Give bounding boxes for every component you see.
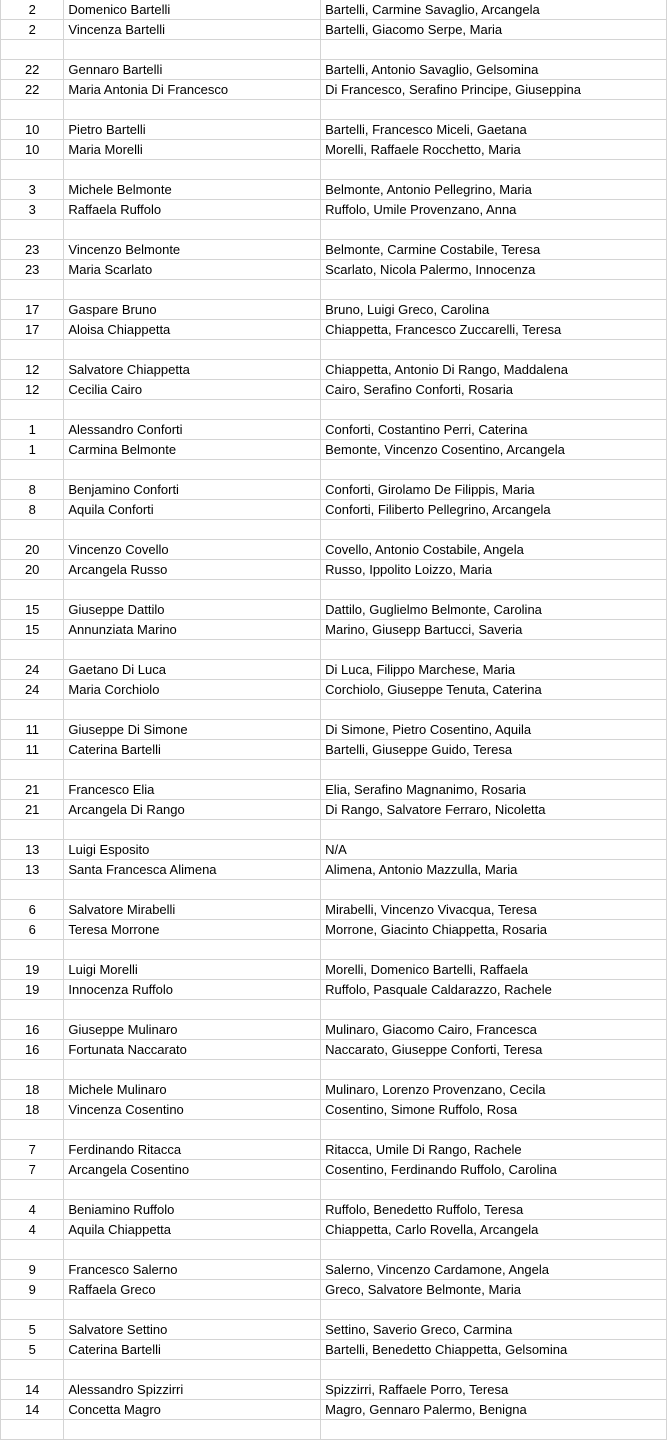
row-number-cell[interactable]: 20 [1, 540, 64, 560]
parents-cell[interactable] [321, 280, 667, 300]
person-name-cell[interactable] [64, 1360, 321, 1380]
parents-cell[interactable]: Bartelli, Giacomo Serpe, Maria [321, 20, 667, 40]
row-number-cell[interactable] [1, 940, 64, 960]
person-name-cell[interactable]: Fortunata Naccarato [64, 1040, 321, 1060]
row-number-cell[interactable]: 9 [1, 1280, 64, 1300]
person-name-cell[interactable]: Caterina Bartelli [64, 740, 321, 760]
person-name-cell[interactable]: Francesco Elia [64, 780, 321, 800]
person-name-cell[interactable]: Luigi Esposito [64, 840, 321, 860]
table-row [1, 1040, 667, 1060]
parents-cell[interactable]: Ritacca, Umile Di Rango, Rachele [321, 1140, 667, 1160]
parents-cell[interactable] [321, 100, 667, 120]
blank-row [1, 1300, 667, 1320]
table-row [1, 80, 667, 100]
person-name-cell[interactable]: Michele Belmonte [64, 180, 321, 200]
parents-cell[interactable] [321, 1360, 667, 1380]
blank-row [1, 160, 667, 180]
row-number-cell[interactable]: 8 [1, 480, 64, 500]
parents-cell[interactable]: Bartelli, Antonio Savaglio, Gelsomina [321, 60, 667, 80]
parents-cell[interactable]: Conforti, Girolamo De Filippis, Maria [321, 480, 667, 500]
person-name-cell[interactable]: Maria Corchiolo [64, 680, 321, 700]
row-number-cell[interactable]: 21 [1, 800, 64, 820]
table-row [1, 240, 667, 260]
row-number-cell[interactable]: 23 [1, 260, 64, 280]
person-name-cell[interactable] [64, 1420, 321, 1440]
row-number-cell[interactable]: 1 [1, 440, 64, 460]
person-name-cell[interactable]: Santa Francesca Alimena [64, 860, 321, 880]
parents-cell[interactable]: Morrone, Giacinto Chiappetta, Rosaria [321, 920, 667, 940]
row-number-cell[interactable] [1, 100, 64, 120]
blank-row [1, 1180, 667, 1200]
blank-row [1, 1240, 667, 1260]
table-row [1, 360, 667, 380]
blank-row [1, 1360, 667, 1380]
person-name-cell[interactable] [64, 520, 321, 540]
row-number-cell[interactable] [1, 1360, 64, 1380]
row-number-cell[interactable] [1, 1300, 64, 1320]
blank-row [1, 820, 667, 840]
parents-cell[interactable]: Russo, Ippolito Loizzo, Maria [321, 560, 667, 580]
table-row [1, 1080, 667, 1100]
row-number-cell[interactable] [1, 220, 64, 240]
parents-cell[interactable]: Bartelli, Carmine Savaglio, Arcangela [321, 0, 667, 20]
table-row [1, 300, 667, 320]
row-number-cell[interactable]: 10 [1, 140, 64, 160]
parents-cell[interactable]: Ruffolo, Pasquale Caldarazzo, Rachele [321, 980, 667, 1000]
parents-cell[interactable]: Spizzirri, Raffaele Porro, Teresa [321, 1380, 667, 1400]
row-number-cell[interactable]: 12 [1, 360, 64, 380]
person-name-cell[interactable]: Giuseppe Mulinaro [64, 1020, 321, 1040]
parents-cell[interactable]: Belmonte, Antonio Pellegrino, Maria [321, 180, 667, 200]
table-row [1, 60, 667, 80]
parents-cell[interactable] [321, 1060, 667, 1080]
blank-row [1, 940, 667, 960]
person-name-cell[interactable] [64, 100, 321, 120]
parents-cell[interactable]: Ruffolo, Umile Provenzano, Anna [321, 200, 667, 220]
row-number-cell[interactable]: 16 [1, 1040, 64, 1060]
table-row [1, 1100, 667, 1120]
person-name-cell[interactable]: Caterina Bartelli [64, 1340, 321, 1360]
row-number-cell[interactable] [1, 700, 64, 720]
person-name-cell[interactable]: Luigi Morelli [64, 960, 321, 980]
table-row [1, 1380, 667, 1400]
person-name-cell[interactable]: Maria Antonia Di Francesco [64, 80, 321, 100]
row-number-cell[interactable]: 18 [1, 1080, 64, 1100]
person-name-cell[interactable]: Alessandro Spizzirri [64, 1380, 321, 1400]
row-number-cell[interactable] [1, 1060, 64, 1080]
person-name-cell[interactable]: Giuseppe Dattilo [64, 600, 321, 620]
row-number-cell[interactable] [1, 1120, 64, 1140]
table-row [1, 1260, 667, 1280]
person-name-cell[interactable]: Michele Mulinaro [64, 1080, 321, 1100]
parents-cell[interactable] [321, 460, 667, 480]
table-row [1, 180, 667, 200]
row-number-cell[interactable] [1, 1240, 64, 1260]
parents-cell[interactable]: Marino, Giusepp Bartucci, Saveria [321, 620, 667, 640]
parents-cell[interactable]: Di Rango, Salvatore Ferraro, Nicoletta [321, 800, 667, 820]
table-row [1, 1220, 667, 1240]
row-number-cell[interactable]: 16 [1, 1020, 64, 1040]
person-name-cell[interactable]: Vincenza Bartelli [64, 20, 321, 40]
table-row [1, 380, 667, 400]
parents-cell[interactable]: N/A [321, 840, 667, 860]
person-name-cell[interactable]: Salvatore Chiappetta [64, 360, 321, 380]
row-number-cell[interactable] [1, 460, 64, 480]
table-row [1, 1160, 667, 1180]
table-row [1, 1320, 667, 1340]
parents-cell[interactable]: Bemonte, Vincenzo Cosentino, Arcangela [321, 440, 667, 460]
table-row [1, 800, 667, 820]
row-number-cell[interactable]: 15 [1, 620, 64, 640]
person-name-cell[interactable]: Gennaro Bartelli [64, 60, 321, 80]
table-row [1, 780, 667, 800]
parents-cell[interactable]: Elia, Serafino Magnanimo, Rosaria [321, 780, 667, 800]
row-number-cell[interactable] [1, 40, 64, 60]
person-name-cell[interactable] [64, 760, 321, 780]
row-number-cell[interactable]: 2 [1, 20, 64, 40]
person-name-cell[interactable]: Salvatore Settino [64, 1320, 321, 1340]
row-number-cell[interactable]: 12 [1, 380, 64, 400]
table-row [1, 980, 667, 1000]
person-name-cell[interactable]: Beniamino Ruffolo [64, 1200, 321, 1220]
row-number-cell[interactable]: 21 [1, 780, 64, 800]
blank-row [1, 1000, 667, 1020]
row-number-cell[interactable]: 1 [1, 420, 64, 440]
parents-cell[interactable] [321, 1000, 667, 1020]
row-number-cell[interactable]: 7 [1, 1140, 64, 1160]
blank-row [1, 460, 667, 480]
row-number-cell[interactable] [1, 580, 64, 600]
row-number-cell[interactable]: 13 [1, 840, 64, 860]
blank-row [1, 400, 667, 420]
table-row [1, 1400, 667, 1420]
person-name-cell[interactable]: Teresa Morrone [64, 920, 321, 940]
person-name-cell[interactable]: Vincenzo Covello [64, 540, 321, 560]
parents-cell[interactable]: Belmonte, Carmine Costabile, Teresa [321, 240, 667, 260]
parents-cell[interactable]: Corchiolo, Giuseppe Tenuta, Caterina [321, 680, 667, 700]
parents-cell[interactable]: Mulinaro, Lorenzo Provenzano, Cecila [321, 1080, 667, 1100]
parents-cell[interactable] [321, 1240, 667, 1260]
parents-cell[interactable]: Di Francesco, Serafino Principe, Giuseppina [321, 80, 667, 100]
table-row [1, 320, 667, 340]
row-number-cell[interactable]: 5 [1, 1320, 64, 1340]
person-name-cell[interactable]: Arcangela Di Rango [64, 800, 321, 820]
row-number-cell[interactable]: 11 [1, 740, 64, 760]
row-number-cell[interactable]: 6 [1, 920, 64, 940]
row-number-cell[interactable]: 7 [1, 1160, 64, 1180]
person-name-cell[interactable] [64, 40, 321, 60]
row-number-cell[interactable]: 4 [1, 1200, 64, 1220]
table-row [1, 120, 667, 140]
parents-cell[interactable]: Bartelli, Francesco Miceli, Gaetana [321, 120, 667, 140]
person-name-cell[interactable]: Aquila Conforti [64, 500, 321, 520]
person-name-cell[interactable] [64, 160, 321, 180]
parents-cell[interactable]: Dattilo, Guglielmo Belmonte, Carolina [321, 600, 667, 620]
person-name-cell[interactable] [64, 1000, 321, 1020]
person-name-cell[interactable]: Aquila Chiappetta [64, 1220, 321, 1240]
table-row [1, 740, 667, 760]
table-row [1, 680, 667, 700]
blank-row [1, 760, 667, 780]
person-name-cell[interactable] [64, 580, 321, 600]
blank-row [1, 520, 667, 540]
row-number-cell[interactable]: 10 [1, 120, 64, 140]
table-row [1, 540, 667, 560]
person-name-cell[interactable]: Gaspare Bruno [64, 300, 321, 320]
parents-cell[interactable]: Mulinaro, Giacomo Cairo, Francesca [321, 1020, 667, 1040]
parents-cell[interactable]: Mirabelli, Vincenzo Vivacqua, Teresa [321, 900, 667, 920]
parents-cell[interactable] [321, 640, 667, 660]
blank-row [1, 280, 667, 300]
parents-cell[interactable]: Bartelli, Benedetto Chiappetta, Gelsomina [321, 1340, 667, 1360]
person-name-cell[interactable]: Carmina Belmonte [64, 440, 321, 460]
parents-cell[interactable] [321, 820, 667, 840]
parents-cell[interactable]: Morelli, Domenico Bartelli, Raffaela [321, 960, 667, 980]
blank-row [1, 880, 667, 900]
parents-cell[interactable]: Cairo, Serafino Conforti, Rosaria [321, 380, 667, 400]
table-row [1, 500, 667, 520]
parents-cell[interactable] [321, 40, 667, 60]
row-number-cell[interactable]: 3 [1, 180, 64, 200]
person-name-cell[interactable] [64, 1180, 321, 1200]
row-number-cell[interactable] [1, 160, 64, 180]
parents-cell[interactable] [321, 1120, 667, 1140]
parents-cell[interactable]: Greco, Salvatore Belmonte, Maria [321, 1280, 667, 1300]
table-row [1, 1280, 667, 1300]
row-number-cell[interactable]: 6 [1, 900, 64, 920]
parents-cell[interactable] [321, 940, 667, 960]
blank-row [1, 580, 667, 600]
person-name-cell[interactable]: Aloisa Chiappetta [64, 320, 321, 340]
person-name-cell[interactable]: Innocenza Ruffolo [64, 980, 321, 1000]
row-number-cell[interactable] [1, 820, 64, 840]
row-number-cell[interactable]: 11 [1, 720, 64, 740]
table-row [1, 620, 667, 640]
person-name-cell[interactable]: Gaetano Di Luca [64, 660, 321, 680]
person-name-cell[interactable] [64, 340, 321, 360]
table-row [1, 900, 667, 920]
parents-cell[interactable]: Di Simone, Pietro Cosentino, Aquila [321, 720, 667, 740]
row-number-cell[interactable]: 9 [1, 1260, 64, 1280]
table-row [1, 260, 667, 280]
table-row [1, 480, 667, 500]
table-row [1, 200, 667, 220]
blank-row [1, 1420, 667, 1440]
person-name-cell[interactable] [64, 820, 321, 840]
parents-cell[interactable]: Conforti, Filiberto Pellegrino, Arcangela [321, 500, 667, 520]
person-name-cell[interactable]: Domenico Bartelli [64, 0, 321, 20]
row-number-cell[interactable]: 8 [1, 500, 64, 520]
blank-row [1, 640, 667, 660]
person-name-cell[interactable] [64, 460, 321, 480]
row-number-cell[interactable]: 17 [1, 320, 64, 340]
table-row [1, 140, 667, 160]
parents-cell[interactable] [321, 220, 667, 240]
parents-cell[interactable] [321, 1300, 667, 1320]
parents-cell[interactable]: Ruffolo, Benedetto Ruffolo, Teresa [321, 1200, 667, 1220]
person-name-cell[interactable]: Vincenza Cosentino [64, 1100, 321, 1120]
person-name-cell[interactable] [64, 280, 321, 300]
parents-cell[interactable]: Salerno, Vincenzo Cardamone, Angela [321, 1260, 667, 1280]
row-number-cell[interactable]: 24 [1, 680, 64, 700]
row-number-cell[interactable]: 15 [1, 600, 64, 620]
parents-cell[interactable]: Cosentino, Simone Ruffolo, Rosa [321, 1100, 667, 1120]
row-number-cell[interactable] [1, 400, 64, 420]
table-row [1, 860, 667, 880]
person-name-cell[interactable] [64, 1060, 321, 1080]
person-name-cell[interactable]: Francesco Salerno [64, 1260, 321, 1280]
parents-cell[interactable]: Bruno, Luigi Greco, Carolina [321, 300, 667, 320]
blank-row [1, 40, 667, 60]
row-number-cell[interactable]: 22 [1, 60, 64, 80]
table-row [1, 1340, 667, 1360]
person-name-cell[interactable]: Raffaela Greco [64, 1280, 321, 1300]
person-name-cell[interactable] [64, 640, 321, 660]
person-name-cell[interactable]: Pietro Bartelli [64, 120, 321, 140]
row-number-cell[interactable]: 17 [1, 300, 64, 320]
row-number-cell[interactable]: 3 [1, 200, 64, 220]
row-number-cell[interactable]: 4 [1, 1220, 64, 1240]
parents-cell[interactable]: Chiappetta, Antonio Di Rango, Maddalena [321, 360, 667, 380]
row-number-cell[interactable]: 14 [1, 1380, 64, 1400]
person-name-cell[interactable] [64, 880, 321, 900]
parents-cell[interactable]: Alimena, Antonio Mazzulla, Maria [321, 860, 667, 880]
person-name-cell[interactable]: Raffaela Ruffolo [64, 200, 321, 220]
parents-cell[interactable]: Chiappetta, Carlo Rovella, Arcangela [321, 1220, 667, 1240]
parents-cell[interactable]: Conforti, Costantino Perri, Caterina [321, 420, 667, 440]
parents-cell[interactable] [321, 760, 667, 780]
table-row [1, 720, 667, 740]
person-name-cell[interactable] [64, 400, 321, 420]
blank-row [1, 100, 667, 120]
row-number-cell[interactable]: 22 [1, 80, 64, 100]
row-number-cell[interactable] [1, 520, 64, 540]
row-number-cell[interactable] [1, 1180, 64, 1200]
person-name-cell[interactable] [64, 1120, 321, 1140]
person-name-cell[interactable]: Salvatore Mirabelli [64, 900, 321, 920]
parents-cell[interactable] [321, 340, 667, 360]
table-row [1, 1020, 667, 1040]
row-number-cell[interactable] [1, 1420, 64, 1440]
parents-cell[interactable] [321, 1420, 667, 1440]
parents-cell[interactable] [321, 580, 667, 600]
table-row [1, 560, 667, 580]
blank-row [1, 1060, 667, 1080]
person-name-cell[interactable]: Cecilia Cairo [64, 380, 321, 400]
row-number-cell[interactable] [1, 640, 64, 660]
person-name-cell[interactable]: Arcangela Cosentino [64, 1160, 321, 1180]
parents-cell[interactable] [321, 160, 667, 180]
person-name-cell[interactable]: Annunziata Marino [64, 620, 321, 640]
row-number-cell[interactable]: 18 [1, 1100, 64, 1120]
person-name-cell[interactable] [64, 940, 321, 960]
person-name-cell[interactable]: Concetta Magro [64, 1400, 321, 1420]
table-row [1, 20, 667, 40]
row-number-cell[interactable]: 24 [1, 660, 64, 680]
parents-cell[interactable] [321, 700, 667, 720]
row-number-cell[interactable]: 23 [1, 240, 64, 260]
parents-cell[interactable]: Naccarato, Giuseppe Conforti, Teresa [321, 1040, 667, 1060]
parents-cell[interactable]: Morelli, Raffaele Rocchetto, Maria [321, 140, 667, 160]
parents-cell[interactable]: Magro, Gennaro Palermo, Benigna [321, 1400, 667, 1420]
row-number-cell[interactable]: 19 [1, 960, 64, 980]
blank-row [1, 340, 667, 360]
parents-cell[interactable]: Scarlato, Nicola Palermo, Innocenza [321, 260, 667, 280]
person-name-cell[interactable]: Giuseppe Di Simone [64, 720, 321, 740]
table-row [1, 0, 667, 20]
parents-cell[interactable] [321, 1180, 667, 1200]
row-number-cell[interactable] [1, 1000, 64, 1020]
row-number-cell[interactable] [1, 760, 64, 780]
table-row [1, 1140, 667, 1160]
person-name-cell[interactable]: Vincenzo Belmonte [64, 240, 321, 260]
spreadsheet-body [1, 0, 667, 1440]
row-number-cell[interactable] [1, 880, 64, 900]
person-name-cell[interactable]: Alessandro Conforti [64, 420, 321, 440]
table-row [1, 440, 667, 460]
table-row [1, 600, 667, 620]
table-row [1, 960, 667, 980]
blank-row [1, 1120, 667, 1140]
table-row [1, 660, 667, 680]
person-name-cell[interactable]: Arcangela Russo [64, 560, 321, 580]
person-name-cell[interactable]: Maria Morelli [64, 140, 321, 160]
row-number-cell[interactable]: 20 [1, 560, 64, 580]
row-number-cell[interactable]: 13 [1, 860, 64, 880]
row-number-cell[interactable]: 2 [1, 0, 64, 20]
parents-cell[interactable] [321, 880, 667, 900]
row-number-cell[interactable] [1, 280, 64, 300]
parents-cell[interactable] [321, 400, 667, 420]
parents-cell[interactable]: Settino, Saverio Greco, Carmina [321, 1320, 667, 1340]
blank-row [1, 220, 667, 240]
parents-cell[interactable]: Bartelli, Giuseppe Guido, Teresa [321, 740, 667, 760]
table-row [1, 920, 667, 940]
table-row [1, 840, 667, 860]
table-row [1, 1200, 667, 1220]
table-row [1, 420, 667, 440]
person-name-cell[interactable]: Ferdinando Ritacca [64, 1140, 321, 1160]
parents-cell[interactable]: Chiappetta, Francesco Zuccarelli, Teresa [321, 320, 667, 340]
parents-cell[interactable]: Cosentino, Ferdinando Ruffolo, Carolina [321, 1160, 667, 1180]
person-name-cell[interactable]: Maria Scarlato [64, 260, 321, 280]
person-name-cell[interactable] [64, 700, 321, 720]
row-number-cell[interactable]: 5 [1, 1340, 64, 1360]
person-name-cell[interactable] [64, 1300, 321, 1320]
person-name-cell[interactable]: Benjamino Conforti [64, 480, 321, 500]
parents-cell[interactable]: Covello, Antonio Costabile, Angela [321, 540, 667, 560]
parents-cell[interactable]: Di Luca, Filippo Marchese, Maria [321, 660, 667, 680]
person-name-cell[interactable] [64, 220, 321, 240]
blank-row [1, 700, 667, 720]
row-number-cell[interactable]: 19 [1, 980, 64, 1000]
parents-cell[interactable] [321, 520, 667, 540]
row-number-cell[interactable]: 14 [1, 1400, 64, 1420]
row-number-cell[interactable] [1, 340, 64, 360]
person-name-cell[interactable] [64, 1240, 321, 1260]
